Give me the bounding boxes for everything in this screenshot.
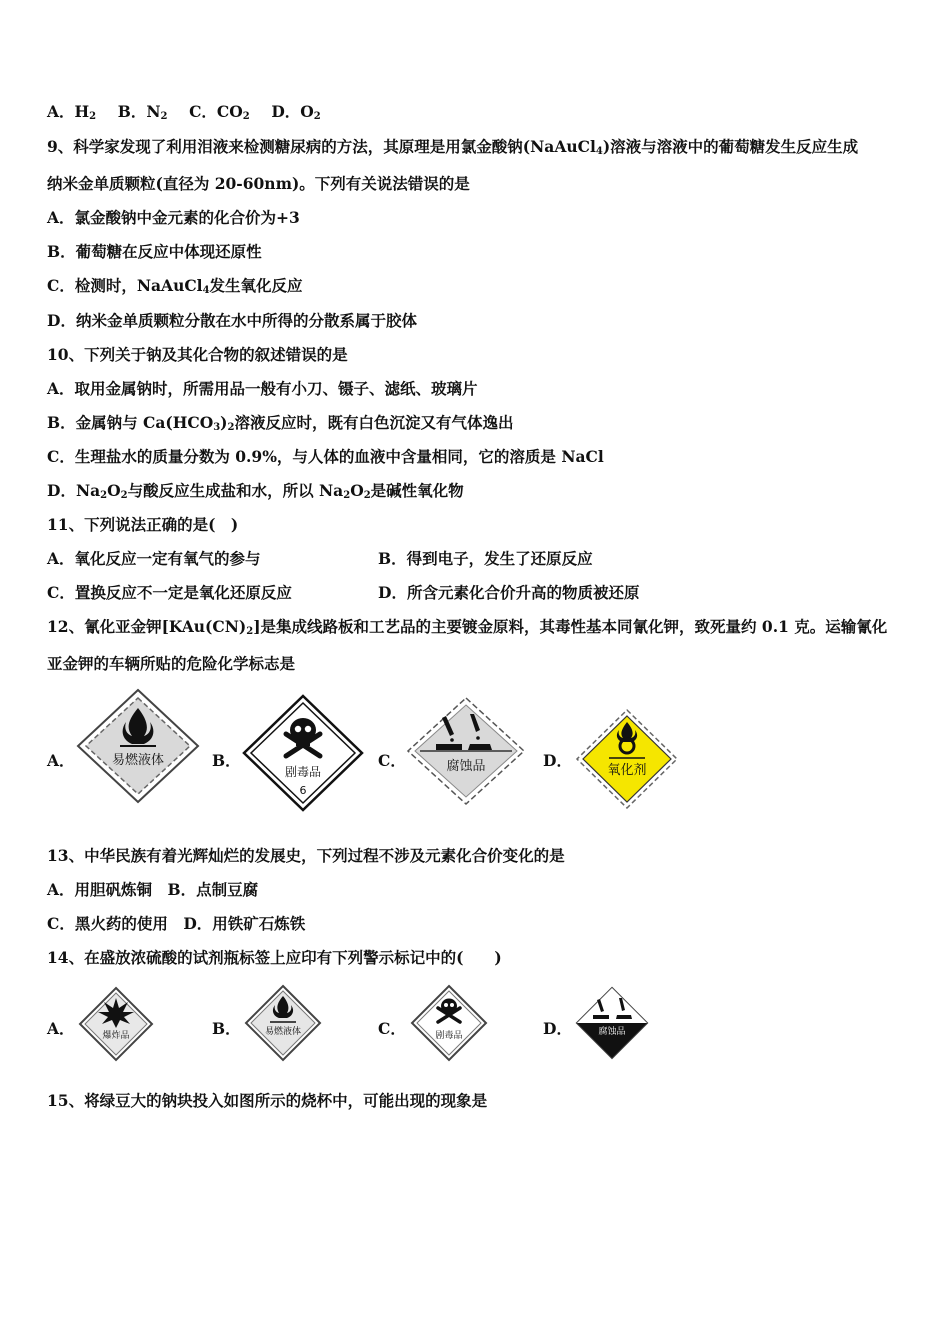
q10-option-c: C．生理盐水的质量分数为 0.9%，与人体的血液中含量相同，它的溶质是 NaCl xyxy=(47,447,604,466)
sign-class-number: 6 xyxy=(299,784,307,797)
q14-label-b: B． xyxy=(212,1019,241,1038)
q12-label-c: C． xyxy=(378,751,406,770)
sign-text: 氧化剂 xyxy=(607,763,647,778)
toxic-sign xyxy=(242,694,364,812)
sign-text: 腐蚀品 xyxy=(446,759,486,774)
q8-options: A．$H_2$ B．$N_2$ C．$CO_2$ D．$O_2$ xyxy=(47,102,321,122)
q9-option-c: C．检测时，NaAuCl$_4$发生氧化反应 xyxy=(47,276,303,296)
sign-text: 爆炸品 xyxy=(102,1031,130,1041)
sign-text: 剧毒品 xyxy=(435,1031,463,1041)
q11-stem: 11、下列说法正确的是( ) xyxy=(47,515,239,534)
q14-label-a: A． xyxy=(47,1019,75,1038)
corrosive-sign xyxy=(406,696,526,806)
q14-label-c: C． xyxy=(378,1019,406,1038)
q12-label-d: D． xyxy=(543,751,572,770)
q12-label-a: A． xyxy=(47,751,75,770)
explosive-sign xyxy=(78,986,154,1062)
q9-stem-line1: 9、科学家发现了利用泪液来检测糖尿病的方法，其原理是用氯金酸钠(NaAuCl$_4$)溶液与溶液中的葡萄糖发生反应生成 xyxy=(47,137,859,157)
q12-stem-line1: 12、氰化亚金钾$[KAu(CN)_2]$是集成线路板和工艺品的主要镀金原料，其毒性基本同氰化钾，致死量约 0.1 克。运输氰化 xyxy=(47,617,888,637)
q10-stem: 10、下列关于钠及其化合物的叙述错误的是 xyxy=(47,345,348,364)
q9-option-d: D．纳米金单质颗粒分散在水中所得的分散系属于胶体 xyxy=(47,311,417,330)
sign-text: 易燃液体 xyxy=(111,753,165,768)
q14-label-d: D． xyxy=(543,1019,572,1038)
q11-option-d: D．所含元素化合价升高的物质被还原 xyxy=(378,583,640,602)
q10-option-b: B．金属钠与 $Ca(HCO_3)_2$溶液反应时，既有白色沉淀又有气体逸出 xyxy=(47,413,514,433)
sign-text: 剧毒品 xyxy=(284,765,322,779)
flammable-liquid-sign-small xyxy=(244,984,322,1062)
q11-option-b: B．得到电子，发生了还原反应 xyxy=(378,549,593,568)
q13-stem: 13、中华民族有着光辉灿烂的发展史，下列过程不涉及元素化合价变化的是 xyxy=(47,846,565,865)
q13-options-cd: C．黑火药的使用 D．用铁矿石炼铁 xyxy=(47,914,306,933)
toxic-sign-small xyxy=(410,984,488,1062)
q12-label-b: B． xyxy=(212,751,241,770)
q11-option-a: A．氧化反应一定有氧气的参与 xyxy=(47,549,261,568)
q15-stem: 15、将绿豆大的钠块投入如图所示的烧杯中，可能出现的现象是 xyxy=(47,1091,488,1110)
q9-option-a: A．氯金酸钠中金元素的化合价为+3 xyxy=(47,208,300,227)
q11-option-c: C．置换反应不一定是氧化还原反应 xyxy=(47,583,292,602)
q9-option-b: B．葡萄糖在反应中体现还原性 xyxy=(47,242,262,261)
q12-stem-line2: 亚金钾的车辆所贴的危险化学标志是 xyxy=(47,654,296,673)
q14-stem: 14、在盛放浓硫酸的试剂瓶标签上应印有下列警示标记中的( ) xyxy=(47,948,502,967)
q10-option-d: D．$Na_2O_2$与酸反应生成盐和水，所以 $Na_2O_2$是碱性氧化物 xyxy=(47,481,464,501)
sign-text: 腐蚀品 xyxy=(598,1027,626,1037)
q9-stem-line2: 纳米金单质颗粒(直径为 20-60nm)。下列有关说法错误的是 xyxy=(47,174,470,193)
q10-option-a: A．取用金属钠时，所需用品一般有小刀、镊子、滤纸、玻璃片 xyxy=(47,379,478,398)
sign-text: 易燃液体 xyxy=(264,1027,302,1037)
oxidizer-sign xyxy=(575,708,679,810)
q13-options-ab: A．用胆矾炼铜 B．点制豆腐 xyxy=(47,880,259,899)
flammable-liquid-sign xyxy=(76,688,200,804)
corrosive-sign-small xyxy=(575,986,649,1060)
